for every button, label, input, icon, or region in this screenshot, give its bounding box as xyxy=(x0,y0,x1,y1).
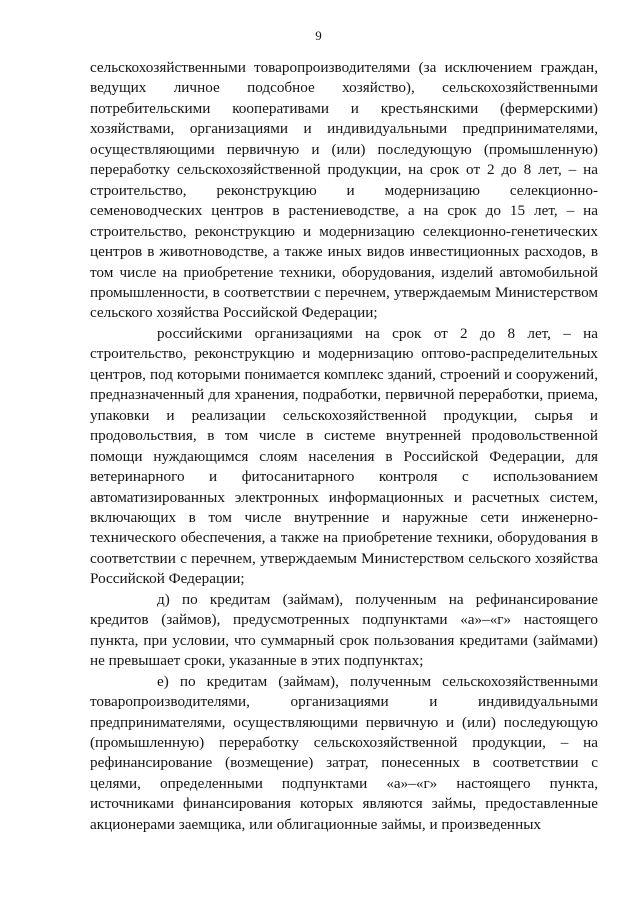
paragraph-continuation: сельскохозяйственными товаропроизводителями (за исключением граждан, ведущих личное подсобное хозяйство), сельскохозяйственными потребительскими кооперативами и крестьянскими (фермерскими) хозяйствами, организациями и индивидуальными предпринимателями, осуществляющими первичную и (или) последующую (промышленную) переработку сельскохозяйственной продукции, на срок от 2 до 8 лет, – на строительство, реконструкцию и модернизацию селекционно-семеноводческих центров в растениеводстве, а на срок до 15 лет, – на строительство, реконструкцию и модернизацию селекционно-генетических центров в животноводстве, а также иных видов инвестиционных расходов, в том числе на приобретение техники, оборудования, изделий автомобильной промышленности, в соответствии с перечнем, утверждаемым Министерством сельского хозяйства Российской Федерации; xyxy=(90,59,598,322)
paragraph-subitem-e: е) по кредитам (займам), полученным сельскохозяйственными товаропроизводителями, организациями и индивидуальными предпринимателями, осуществляющими первичную и (или) последующую (промышленную) переработку сельскохозяйственной продукции, – на рефинансирование (возмещение) затрат, понесенных в соответствии с целями, определенными подпунктами «а»–«г» настоящего пункта, источниками финансирования которых являются займы, предоставленные акционерами заемщика, или облигационные займы, и произведенных xyxy=(90,672,598,833)
paragraph-subitem-d: д) по кредитам (займам), полученным на рефинансирование кредитов (займов), предусмотренных подпунктами «а»–«г» настоящего пункта, при условии, что суммарный срок пользования кредитами (займами) не превышает сроки, указанные в этих подпунктах; xyxy=(90,590,598,670)
paragraph-russian-organizations: российскими организациями на срок от 2 до 8 лет, – на строительство, реконструкцию и модернизацию оптово-распределительных центров, под которыми понимается комплекс зданий, строений и сооружений, предназначенный для хранения, подработки, первичной переработки, приема, упаковки и реализации сельскохозяйственной продукции, сырья и продовольствия, в том числе в системе внутренней продовольственной помощи нуждающимся слоям населения в Российской Федерации, для ветеринарного и фитосанитарного контроля с использованием автоматизированных электронных информационных и расчетных систем, включающих в том числе внутренние и наружные сети инженерно-технического обеспечения, а также на приобретение техники, оборудования в соответствии с перечнем, утверждаемым Министерством сельского хозяйства Российской Федерации; xyxy=(90,324,598,588)
document-body xyxy=(90,58,598,835)
page-number: 9 xyxy=(315,28,322,43)
